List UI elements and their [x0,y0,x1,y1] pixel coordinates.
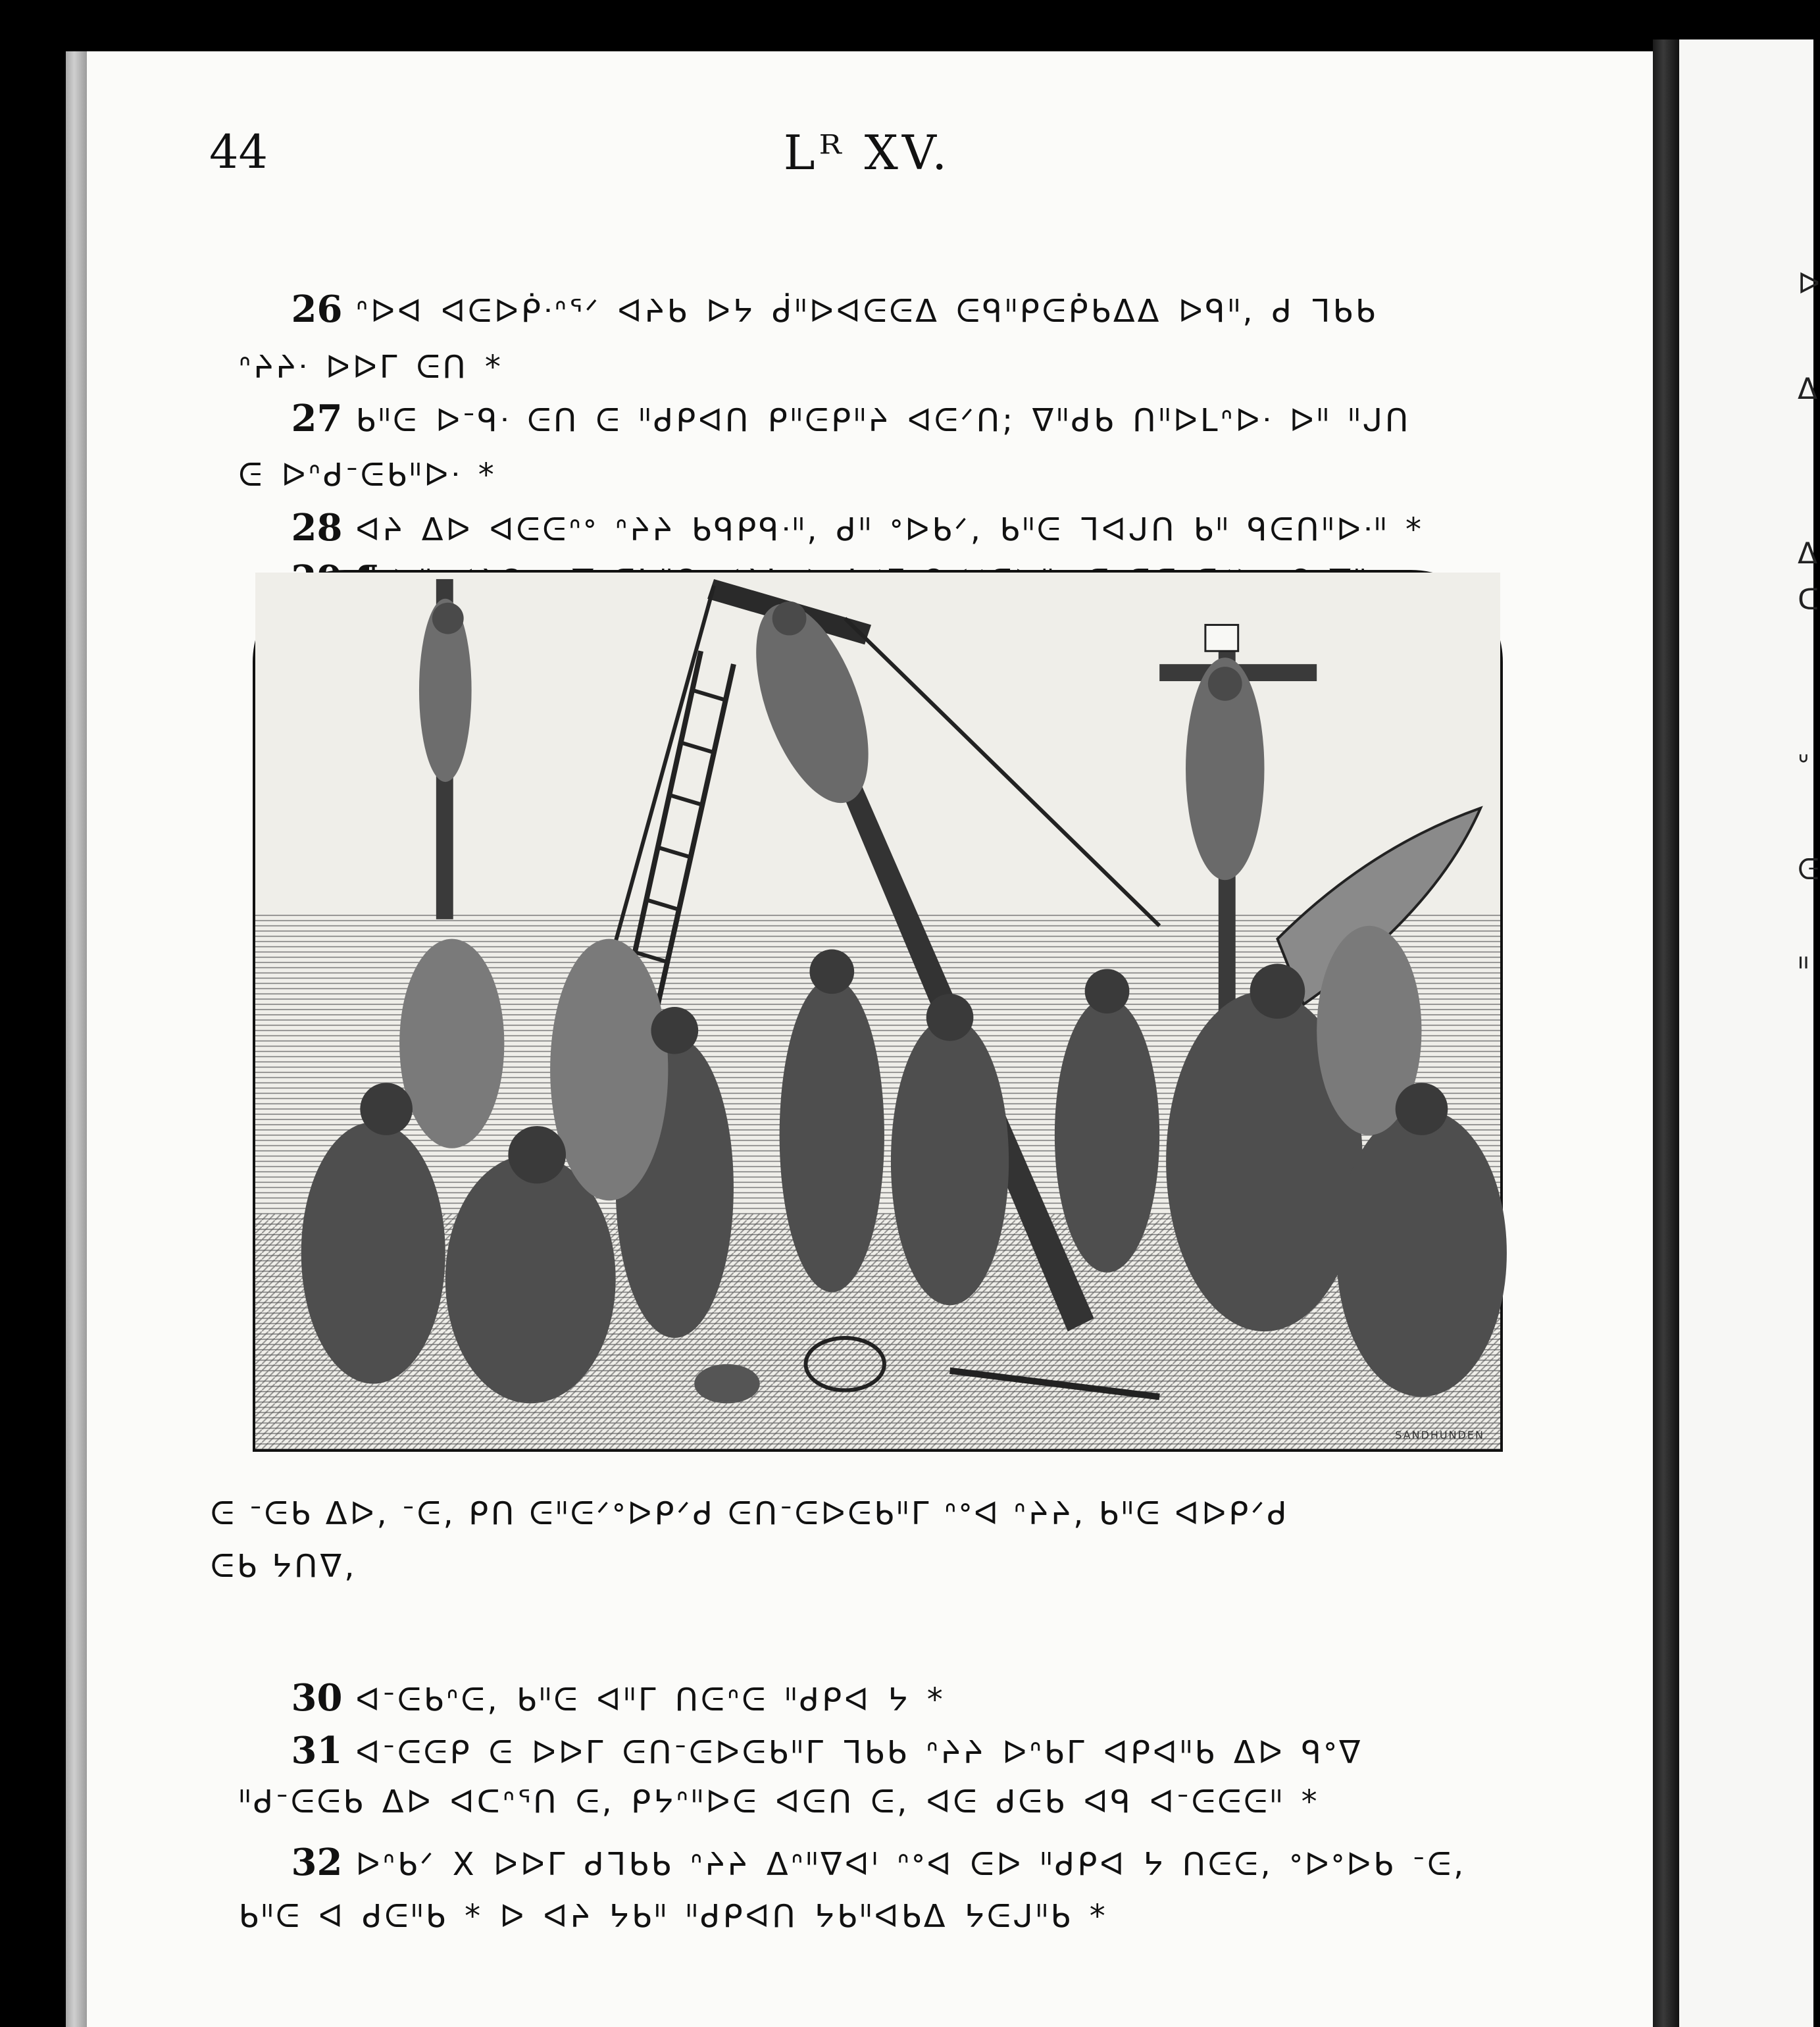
verse-text: ᕮ ᐅᐢᑯᐨᕮᑲᐦᐅᐧ * [238,457,497,494]
verse-number: 28 [291,506,343,550]
verse-number: 31 [291,1729,343,1772]
chapter-heading: Lᴿ XV. [783,125,951,180]
verse-number: 27 [291,397,343,440]
crucifixion-engraving [253,570,1503,1452]
facing-fragment: ᐃ [1798,537,1818,571]
verse-text: ᕮᑲ ᔭᑎᐁ, [211,1548,357,1585]
verse-number: 32 [291,1841,343,1884]
verse-text: ᐊᔨ ᐃᐅ ᐊᕮᕮᐢᐤ ᐢᔨᔨ ᑲᑫᑭᑫᐧᐦ, ᑯᐦ ᐤᐅᑲᐟ, ᑲᐦᕮ ᒣᐊᒍᑎ ᑲᐦ ᑫᕮᑎᐦᐅᐧᐦ * [355,511,1424,548]
verse-text: ᕮ ᐨᕮᑲ ᐃᐅ, ᐨᕮ, ᑭᑎ ᕮᐦᕮᐟᐤᐅᑭᐟᑯ ᕮᑎᐨᕮᐅᕮᑲᐦᒥ ᐢᐤᐊ ᐢᔨᔨ, ᑲᐦᕮ ᐊᐅᑭᐟᑯ [211,1495,1290,1532]
facing-fragment: ᑕ [1798,583,1819,617]
page-number: 44 [209,125,268,179]
book-gutter [1653,39,1679,2027]
verse-text: ᑲᐦᕮ ᐅᐨᑫᐧ ᕮᑎ ᕮ ᐦᑯᑭᐊᑎ ᑭᐦᕮᑭᐦᔨ ᐊᕮᐟᑎ; ᐁᐦᑯᑲ ᑎᐦᐅᒪᐢᐅᐧ ᐅᐦ ᐦᒍᑎ [355,402,1411,439]
verse-32-cont [211,1818,1520,1949]
verse-text: ᐢᐅᐊ ᐊᕮᐅᑮᐧᐢᕐᐟ ᐊᔨᑲ ᐅᔭ ᑰᐦᐅᐊᕮᕮᐃ ᕮᑫᐦᑭᕮᑮᑲᐃᐃ ᐅᑫᐦ, ᑯ ᒣᑲᑲ [355,293,1378,330]
facing-fragment: ᐃ [1798,372,1818,406]
facing-fragment: ᐦ [1798,952,1809,985]
facing-fragment: ᐡ [1798,748,1809,781]
verse-text: ᐅᐢᑲᐟ X ᐅᐅᒥ ᑯᒣᑲᑲ ᐢᔨᔨ ᐃᐢᐦᐁᐊᑊ ᐢᐤᐊ ᕮᐅ ᐦᑯᑭᐊ ᔭ ᑎᕮᕮ, ᐤᐅᐤᐅᑲ ᐨᕮ, [355,1846,1467,1883]
verse-text: ᐦᑯᐨᕮᕮᑲ ᐃᐅ ᐊᑕᐢᕐᑎ ᕮ, ᑭᔭᐢᐦᐅᕮ ᐊᕮᑎ ᕮ, ᐊᕮ ᑯᕮᑲ ᐊᑫ ᐊᐨᕮᕮᕮᐦ * [238,1783,1320,1820]
engraving-image [255,573,1500,1449]
engraver-imprint: SANDHUNDEN [1395,1429,1484,1441]
verse-text: ᐢᔨᔨᐧ ᐅᐅᒥ ᕮᑎ * [238,349,503,386]
verse-text: ᐊᐨᕮᕮᑭ ᕮ ᐅᐅᒥ ᕮᑎᐨᕮᐅᕮᑲᐦᒥ ᒣᑲᑲ ᐢᔨᔨ ᐅᐢᑲᒥ ᐊᑭᐊᐦᑲ ᐃᐅ ᑫᐤᐁ [355,1734,1363,1771]
verse-text: ᑲᐦᕮ ᐊ ᑯᕮᐦᑲ * ᐅ ᐊᔨ ᔭᑲᐦ ᐦᑯᑭᐊᑎ ᔭᑲᐦᐊᑲᐃ ᔭᕮᒍᐦᑲ * [238,1898,1108,1935]
facing-fragment: ᐅ [1798,267,1820,301]
verse-number: 30 [291,1676,343,1720]
verse-number: 26 [291,288,343,331]
running-head [209,125,1525,184]
page-edge [66,51,87,2027]
verse-text: ᐊᐨᕮᑲᐢᕮ, ᑲᐦᕮ ᐊᐦᒥ ᑎᕮᐢᕮ ᐦᑯᑭᐊ ᔭ * [355,1681,946,1718]
facing-fragment: ᕮ [1798,853,1819,886]
verse-29-cont [211,1533,1520,1599]
facing-page [1679,39,1820,2027]
